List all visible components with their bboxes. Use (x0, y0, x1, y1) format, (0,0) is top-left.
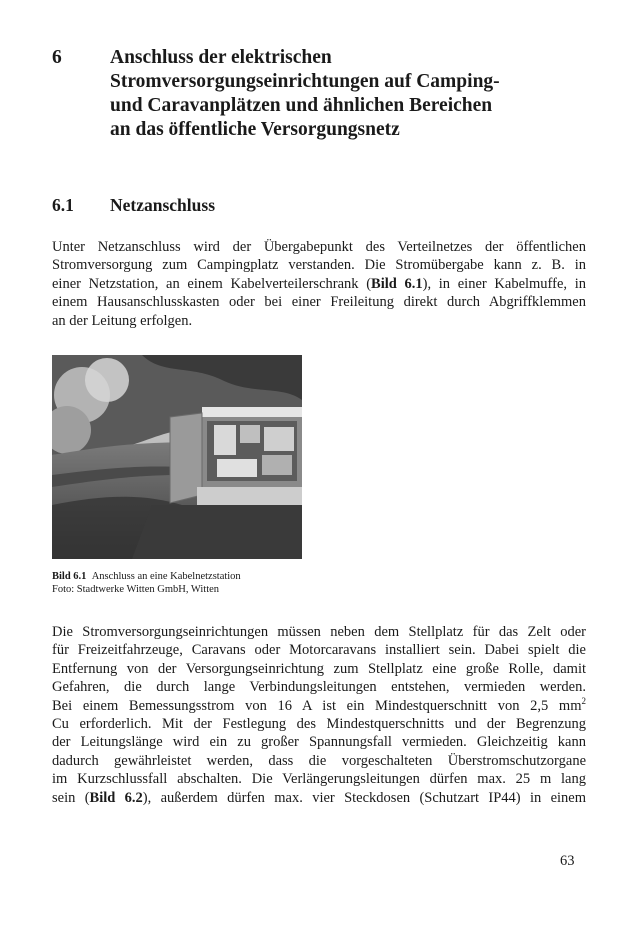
text-line: Entfernung von der Versorgungseinrichtung zum Stellplatz eine große Rolle, damit (52, 660, 586, 677)
page-number: 63 (560, 853, 575, 869)
chapter-number: 6 (52, 47, 62, 68)
text-line: einem Hausanschlusskasten oder bei einer Freileitung direkt durch Abgriffklemmen (52, 294, 586, 311)
text-line: Gefahren, die durch lange Verbindungsleitungen entstehen, vermieden werden. (52, 679, 586, 696)
text-line: für Freizeitfahrzeuge, Caravans oder Motorcaravans installiert sein. Dabei spielt die (52, 642, 586, 659)
text-line: sein (Bild 6.2), außerdem dürfen max. vier Steckdosen (Schutzart IP44) in einem (52, 789, 586, 806)
text-line: Stromversorgung zum Campingplatz verstanden. Die Stromübergabe kann z. B. in (52, 257, 586, 274)
paragraph-main (52, 623, 586, 807)
text-line: Die Stromversorgungseinrichtungen müssen neben dem Stellplatz für das Zelt oder (52, 624, 586, 640)
figure-caption (52, 570, 241, 596)
figure-credit: Foto: Stadtwerke Witten GmbH, Witten (52, 584, 220, 595)
text-line: an der Leitung erfolgen. (52, 312, 193, 329)
figure-reference: Bild 6.2 (89, 789, 143, 806)
text-line: Bei einem Bemessungsstrom von 16 A ist ein Mindestquerschnitt von 2,5 $mm^2$ (52, 696, 586, 714)
chapter-title-line: Stromversorgungseinrichtungen auf Camping- (110, 71, 500, 92)
text-line: der Leitungslänge wird ein zu großer Spannungsfall vermieden. Gleichzeitig kann (52, 734, 586, 751)
text-line: einer Netzstation, an einem Kabelverteilerschrank (Bild 6.1), in einer Kabelmuffe, in (52, 275, 586, 292)
chapter-title-line: Anschluss der elektrischen (110, 47, 332, 68)
chapter-title-line: an das öffentliche Versorgungsnetz (110, 119, 400, 140)
section-number: 6.1 (52, 195, 74, 215)
section-title: Netzanschluss (110, 195, 216, 215)
text-line: Unter Netzanschluss wird der Übergabepunkt des Verteilnetzes der öffentlichen (52, 239, 586, 255)
photo-cable-network-station (52, 355, 302, 559)
paragraph-intro (52, 238, 586, 330)
superscript: 2 (581, 696, 586, 706)
text-line: dadurch gewährleistet werden, dass die vorgeschalteten Überstromschutzorgane (52, 752, 586, 769)
figure-caption-text: Anschluss an eine Kabelnetzstation (91, 571, 241, 582)
figure-label: Bild 6.1 (52, 571, 87, 582)
text-line: im Kurzschlussfall abschalten. Die Verlängerungsleitungen dürfen max. 25 m lang (52, 771, 586, 788)
chapter-title-line: und Caravanplätzen und ähnlichen Bereichen (110, 95, 493, 116)
text-line: Cu erforderlich. Mit der Festlegung des Mindestquerschnitts und der Begrenzung (52, 716, 586, 733)
figure-reference: Bild 6.1 (371, 275, 423, 292)
chapter-title (110, 46, 570, 142)
